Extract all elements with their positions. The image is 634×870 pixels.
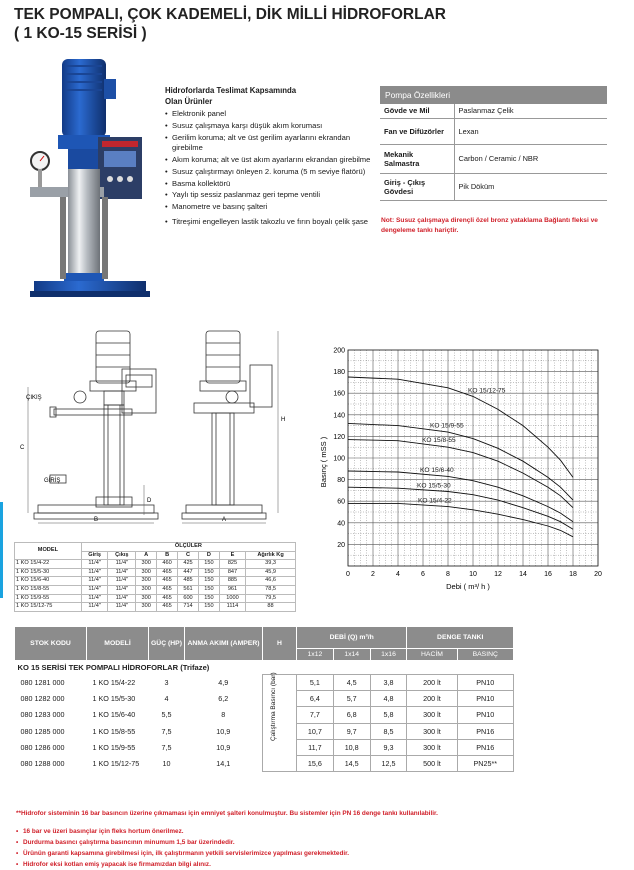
y-tick-label: 180 xyxy=(333,369,345,377)
dims-cell: 11/4" xyxy=(81,585,108,594)
cell-volume: 300 lt xyxy=(407,723,457,739)
dims-cell: 11/4" xyxy=(108,568,136,577)
x-tick-label: 18 xyxy=(569,571,577,578)
cell-q3: 3,8 xyxy=(370,675,407,691)
x-axis-label: Debi ( m³/ h ) xyxy=(446,582,490,591)
scope-item: • Basma kollektörü xyxy=(165,179,380,190)
cell-q1: 5,1 xyxy=(297,675,334,691)
property-key: Mekanik Salmastra xyxy=(380,144,454,173)
x-tick-label: 8 xyxy=(446,571,450,578)
footnote-list xyxy=(16,826,606,870)
scope-title: Hidroforlarda Teslimat Kapsamında Olan Ürünler xyxy=(165,86,297,106)
dims-cell: 45,9 xyxy=(246,568,296,577)
cell-pressure: PN16 xyxy=(457,739,513,755)
cell-model: 1 KO 15/12-75 xyxy=(92,759,140,769)
dims-col: Ağırlık Kg xyxy=(246,551,296,560)
dims-cell: 11/4" xyxy=(81,594,108,603)
property-key: Fan ve Difüzörler xyxy=(380,118,454,144)
scope-item: • Yaylı tip sessiz paslanmaz geri tepme ventili xyxy=(165,190,380,201)
y-tick-label: 160 xyxy=(333,390,345,398)
cell-current: 8 xyxy=(221,710,226,720)
cell-model: 1 KO 15/5-30 xyxy=(92,694,136,704)
cell-power: 10 xyxy=(162,759,171,769)
cell-q3: 12,5 xyxy=(370,755,407,771)
dims-cell: 460 xyxy=(157,560,178,569)
footnote-item: • Ürünün garanti kapsamına girebilmesi için, ilk çalıştırmanın yetkili servislerimizce yapılması gerekmektedir. xyxy=(16,848,606,859)
properties-note: Not: Susuz çalışmaya dirençli özel bronz yataklama Bağlantı fleksi ve dengeleme tankı hariçtir. xyxy=(381,217,598,234)
dims-cell: 1114 xyxy=(219,603,245,612)
y-tick-label: 60 xyxy=(337,498,345,506)
dims-cell: 300 xyxy=(136,577,157,586)
x-tick-label: 20 xyxy=(594,571,602,578)
footnote-item: • 16 bar ve üzeri basınçlar için fleks hortum önerilmez. xyxy=(16,826,606,837)
dims-cell: 11/4" xyxy=(108,594,136,603)
y-tick-label: 140 xyxy=(333,412,345,420)
cell-q3: 5,8 xyxy=(370,707,407,723)
x-tick-label: 4 xyxy=(396,571,400,578)
dims-cell: 485 xyxy=(178,577,199,586)
label-h: H xyxy=(281,417,286,423)
dims-col: Giriş xyxy=(81,551,108,560)
footnote-item: • Durdurma basıncı çalıştırma basıncının minumum 1,5 bar üzerindedir. xyxy=(16,837,606,848)
x-tick-label: 0 xyxy=(346,571,350,578)
col-q2: 1x14 xyxy=(333,649,370,661)
col-power: GÜÇ (HP) xyxy=(149,627,185,661)
dims-cell: 11/4" xyxy=(108,560,136,569)
y-tick-label: 40 xyxy=(337,520,345,528)
col-q1: 1x12 xyxy=(297,649,334,661)
dims-col: D xyxy=(198,551,219,560)
cell-pressure: PN10 xyxy=(457,707,513,723)
property-key: Gövde ve Mil xyxy=(380,104,454,118)
dims-row xyxy=(15,585,296,594)
dims-col: C xyxy=(178,551,199,560)
dims-cell: 465 xyxy=(157,603,178,612)
dims-cell: 88 xyxy=(246,603,296,612)
footnote-item: • Hidrofor eksi kotlan emiş yapacak ise firmamızdan bilgi alınız. xyxy=(16,859,606,870)
cell-volume: 500 lt xyxy=(407,755,457,771)
dims-group-header: ÖLÇÜLER xyxy=(81,543,295,552)
dims-cell: 714 xyxy=(178,603,199,612)
label-d: D xyxy=(147,498,152,504)
dims-cell: 961 xyxy=(219,585,245,594)
cell-pressure: PN10 xyxy=(457,691,513,707)
dims-model-cell: 1 KO 15/4-22 xyxy=(15,560,82,569)
cell-stock: 080 1281 000 xyxy=(20,678,65,688)
dims-row xyxy=(15,560,296,569)
property-key: Giriş - Çıkış Gövdesi xyxy=(380,173,454,200)
series-label: KO 15/4-22 xyxy=(418,497,452,505)
dims-cell: 300 xyxy=(136,594,157,603)
cell-stock: 080 1285 000 xyxy=(20,726,65,736)
label-a: A xyxy=(222,517,227,523)
cell-power: 7,5 xyxy=(161,726,172,736)
product-table xyxy=(14,626,514,772)
dims-model-cell: 1 KO 15/8-55 xyxy=(15,585,82,594)
cell-stock: 080 1286 000 xyxy=(20,742,65,752)
cell-power: 7,5 xyxy=(161,742,172,752)
col-q3: 1x16 xyxy=(370,649,407,661)
cell-q1: 10,7 xyxy=(297,723,334,739)
scope-item: • Titreşimi engelleyen lastik takozlu ve fırın boyalı çelik şase xyxy=(165,217,380,228)
cell-q1: 11,7 xyxy=(297,739,334,755)
dims-cell: 600 xyxy=(178,594,199,603)
series-label: KO 15/6-40 xyxy=(420,466,454,474)
dims-row xyxy=(15,577,296,586)
cell-model: 1 KO 15/9-55 xyxy=(92,742,136,752)
dims-cell: 465 xyxy=(157,577,178,586)
cell-power: 5,5 xyxy=(161,710,172,720)
cell-model: 1 KO 15/6-40 xyxy=(92,710,136,720)
col-model: MODELİ xyxy=(87,627,149,661)
scope-item: • Akım koruma; alt ve üst akım ayarlarını ekrandan girebilme xyxy=(165,155,380,166)
cell-current: 10,9 xyxy=(216,742,231,752)
cell-q2: 9,7 xyxy=(333,723,370,739)
section-title: KO 15 SERİSİ TEK POMPALI HİDROFORLAR (Trifaze) xyxy=(17,663,210,672)
series-line xyxy=(348,440,573,508)
dims-model-cell: 1 KO 15/12-75 xyxy=(15,603,82,612)
dims-cell: 150 xyxy=(198,594,219,603)
pump-photo xyxy=(20,55,160,300)
dims-cell: 150 xyxy=(198,603,219,612)
h-column xyxy=(263,672,297,772)
scope-list xyxy=(165,109,380,227)
dims-col: B xyxy=(157,551,178,560)
y-tick-label: 20 xyxy=(337,541,345,549)
dims-cell: 561 xyxy=(178,585,199,594)
cell-volume: 200 lt xyxy=(407,691,457,707)
col-flow: DEBİ (Q) m³/h xyxy=(297,627,407,649)
dims-cell: 150 xyxy=(198,560,219,569)
cell-q1: 15,6 xyxy=(297,755,334,771)
series-label: KO 15/9-55 xyxy=(430,422,464,430)
cell-q3: 8,5 xyxy=(370,723,407,739)
cell-pressure: PN10 xyxy=(457,675,513,691)
dims-cell: 885 xyxy=(219,577,245,586)
label-inlet: GİRİŞ xyxy=(44,478,61,484)
dims-cell: 11/4" xyxy=(108,603,136,612)
dims-cell: 465 xyxy=(157,594,178,603)
property-value: Lexan xyxy=(454,118,607,144)
performance-chart xyxy=(318,342,610,597)
dims-cell: 11/4" xyxy=(108,577,136,586)
cell-q2: 5,7 xyxy=(333,691,370,707)
dims-cell: 300 xyxy=(136,560,157,569)
page-subtitle: ( 1 KO-15 SERİSİ ) xyxy=(14,25,147,42)
pump-properties-table xyxy=(380,86,607,201)
label-b: B xyxy=(94,517,99,523)
dims-cell: 79,5 xyxy=(246,594,296,603)
x-tick-label: 16 xyxy=(544,571,552,578)
col-tank: DENGE TANKI xyxy=(407,627,514,649)
dims-cell: 11/4" xyxy=(81,560,108,569)
cell-volume: 300 lt xyxy=(407,707,457,723)
side-accent-tab xyxy=(0,502,3,598)
x-tick-label: 6 xyxy=(421,571,425,578)
cell-current: 4,9 xyxy=(218,678,229,688)
h-column-label: Çalıştırma Basıncı (bar) xyxy=(270,672,277,741)
delivery-scope xyxy=(165,86,380,228)
page-title: TEK POMPALI, ÇOK KADEMELİ, DİK MİLLİ HİDROFORLAR xyxy=(14,6,446,23)
dims-cell: 11/4" xyxy=(81,603,108,612)
technical-drawing xyxy=(14,325,314,535)
dims-cell: 425 xyxy=(178,560,199,569)
property-value: Pik Döküm xyxy=(454,173,607,200)
col-h: H xyxy=(263,627,297,661)
cell-q1: 7,7 xyxy=(297,707,334,723)
scope-item: • Gerilim koruma; alt ve üst gerilim ayarlarını ekrandan girebilme xyxy=(165,133,380,154)
cell-q2: 6,8 xyxy=(333,707,370,723)
dims-model-cell: 1 KO 15/9-55 xyxy=(15,594,82,603)
dims-col: A xyxy=(136,551,157,560)
cell-stock: 080 1282 000 xyxy=(20,694,65,704)
x-tick-label: 10 xyxy=(469,571,477,578)
label-c: C xyxy=(20,445,25,451)
dims-cell: 11/4" xyxy=(81,577,108,586)
property-value: Carbon / Ceramic / NBR xyxy=(454,144,607,173)
y-tick-label: 200 xyxy=(333,347,345,355)
col-volume: HACİM xyxy=(407,649,457,661)
dims-row xyxy=(15,603,296,612)
footnote-main: **Hidrofor sisteminin 16 bar basıncın üzerine çıkmaması için emniyet şalteri konulmuştur. Bu sistemler için PN 16 denge tankı kullanılabilir. xyxy=(16,810,438,817)
dims-row xyxy=(15,594,296,603)
dims-cell: 150 xyxy=(198,568,219,577)
col-stock: STOK KODU xyxy=(15,627,87,661)
dims-cell: 78,5 xyxy=(246,585,296,594)
y-tick-label: 80 xyxy=(337,477,345,485)
dims-cell: 150 xyxy=(198,577,219,586)
cell-stock: 080 1288 000 xyxy=(20,759,65,769)
properties-header: Pompa Özellikleri xyxy=(380,86,607,104)
cell-stock: 080 1283 000 xyxy=(20,710,65,720)
cell-model: 1 KO 15/4-22 xyxy=(92,678,136,688)
scope-item: • Susuz çalışmaya karşı düşük akım koruması xyxy=(165,121,380,132)
cell-current: 14,1 xyxy=(216,759,231,769)
dims-cell: 447 xyxy=(178,568,199,577)
cell-q2: 4,5 xyxy=(333,675,370,691)
dimensions-table xyxy=(14,542,296,612)
x-tick-label: 12 xyxy=(494,571,502,578)
dims-cell: 1000 xyxy=(219,594,245,603)
dims-cell: 300 xyxy=(136,603,157,612)
dims-cell: 46,6 xyxy=(246,577,296,586)
cell-q1: 6,4 xyxy=(297,691,334,707)
dims-cell: 825 xyxy=(219,560,245,569)
dims-cell: 150 xyxy=(198,585,219,594)
scope-item: • Elektronik panel xyxy=(165,109,380,120)
cell-q3: 4,8 xyxy=(370,691,407,707)
dims-cell: 465 xyxy=(157,585,178,594)
col-pressure: BASINÇ xyxy=(457,649,513,661)
series-label: KO 15/8-55 xyxy=(422,436,456,444)
y-axis-label: Basınç ( mSS ) xyxy=(319,436,328,488)
cell-volume: 200 lt xyxy=(407,675,457,691)
cell-power: 4 xyxy=(164,694,169,704)
dims-model-header: MODEL xyxy=(15,543,82,560)
series-label: KO 15/5-30 xyxy=(417,482,451,490)
label-outlet: ÇIKIŞ xyxy=(26,395,42,401)
dims-col: Çıkış xyxy=(108,551,136,560)
cell-power: 3 xyxy=(164,678,169,688)
series-line xyxy=(348,423,573,500)
cell-q2: 14,5 xyxy=(333,755,370,771)
y-tick-label: 120 xyxy=(333,433,345,441)
x-tick-label: 2 xyxy=(371,571,375,578)
cell-pressure: PN16 xyxy=(457,723,513,739)
x-tick-label: 14 xyxy=(519,571,527,578)
scope-item: • Susuz çalıştırmayı önleyen 2. koruma (5 m seviye flatörü) xyxy=(165,167,380,178)
cell-volume: 300 lt xyxy=(407,739,457,755)
cell-model: 1 KO 15/8-55 xyxy=(92,726,136,736)
dims-cell: 847 xyxy=(219,568,245,577)
col-current: ANMA AKIMI (AMPER) xyxy=(185,627,263,661)
dims-col: E xyxy=(219,551,245,560)
series-label: KO 15/12-75 xyxy=(468,387,506,395)
property-value: Paslanmaz Çelik xyxy=(454,104,607,118)
dims-model-cell: 1 KO 15/6-40 xyxy=(15,577,82,586)
cell-q3: 9,3 xyxy=(370,739,407,755)
cell-current: 6,2 xyxy=(218,694,229,704)
dims-cell: 300 xyxy=(136,585,157,594)
dims-cell: 300 xyxy=(136,568,157,577)
y-tick-label: 100 xyxy=(333,455,345,463)
dims-row xyxy=(15,568,296,577)
cell-pressure: PN25** xyxy=(457,755,513,771)
product-row xyxy=(15,675,514,691)
dims-model-cell: 1 KO 15/5-30 xyxy=(15,568,82,577)
cell-q2: 10,8 xyxy=(333,739,370,755)
dims-cell: 465 xyxy=(157,568,178,577)
scope-item: • Manometre ve basınç şalteri xyxy=(165,202,380,213)
series-line xyxy=(348,471,573,522)
dims-cell: 11/4" xyxy=(108,585,136,594)
cell-current: 10,9 xyxy=(216,726,231,736)
dims-cell: 11/4" xyxy=(81,568,108,577)
dims-cell: 39,3 xyxy=(246,560,296,569)
